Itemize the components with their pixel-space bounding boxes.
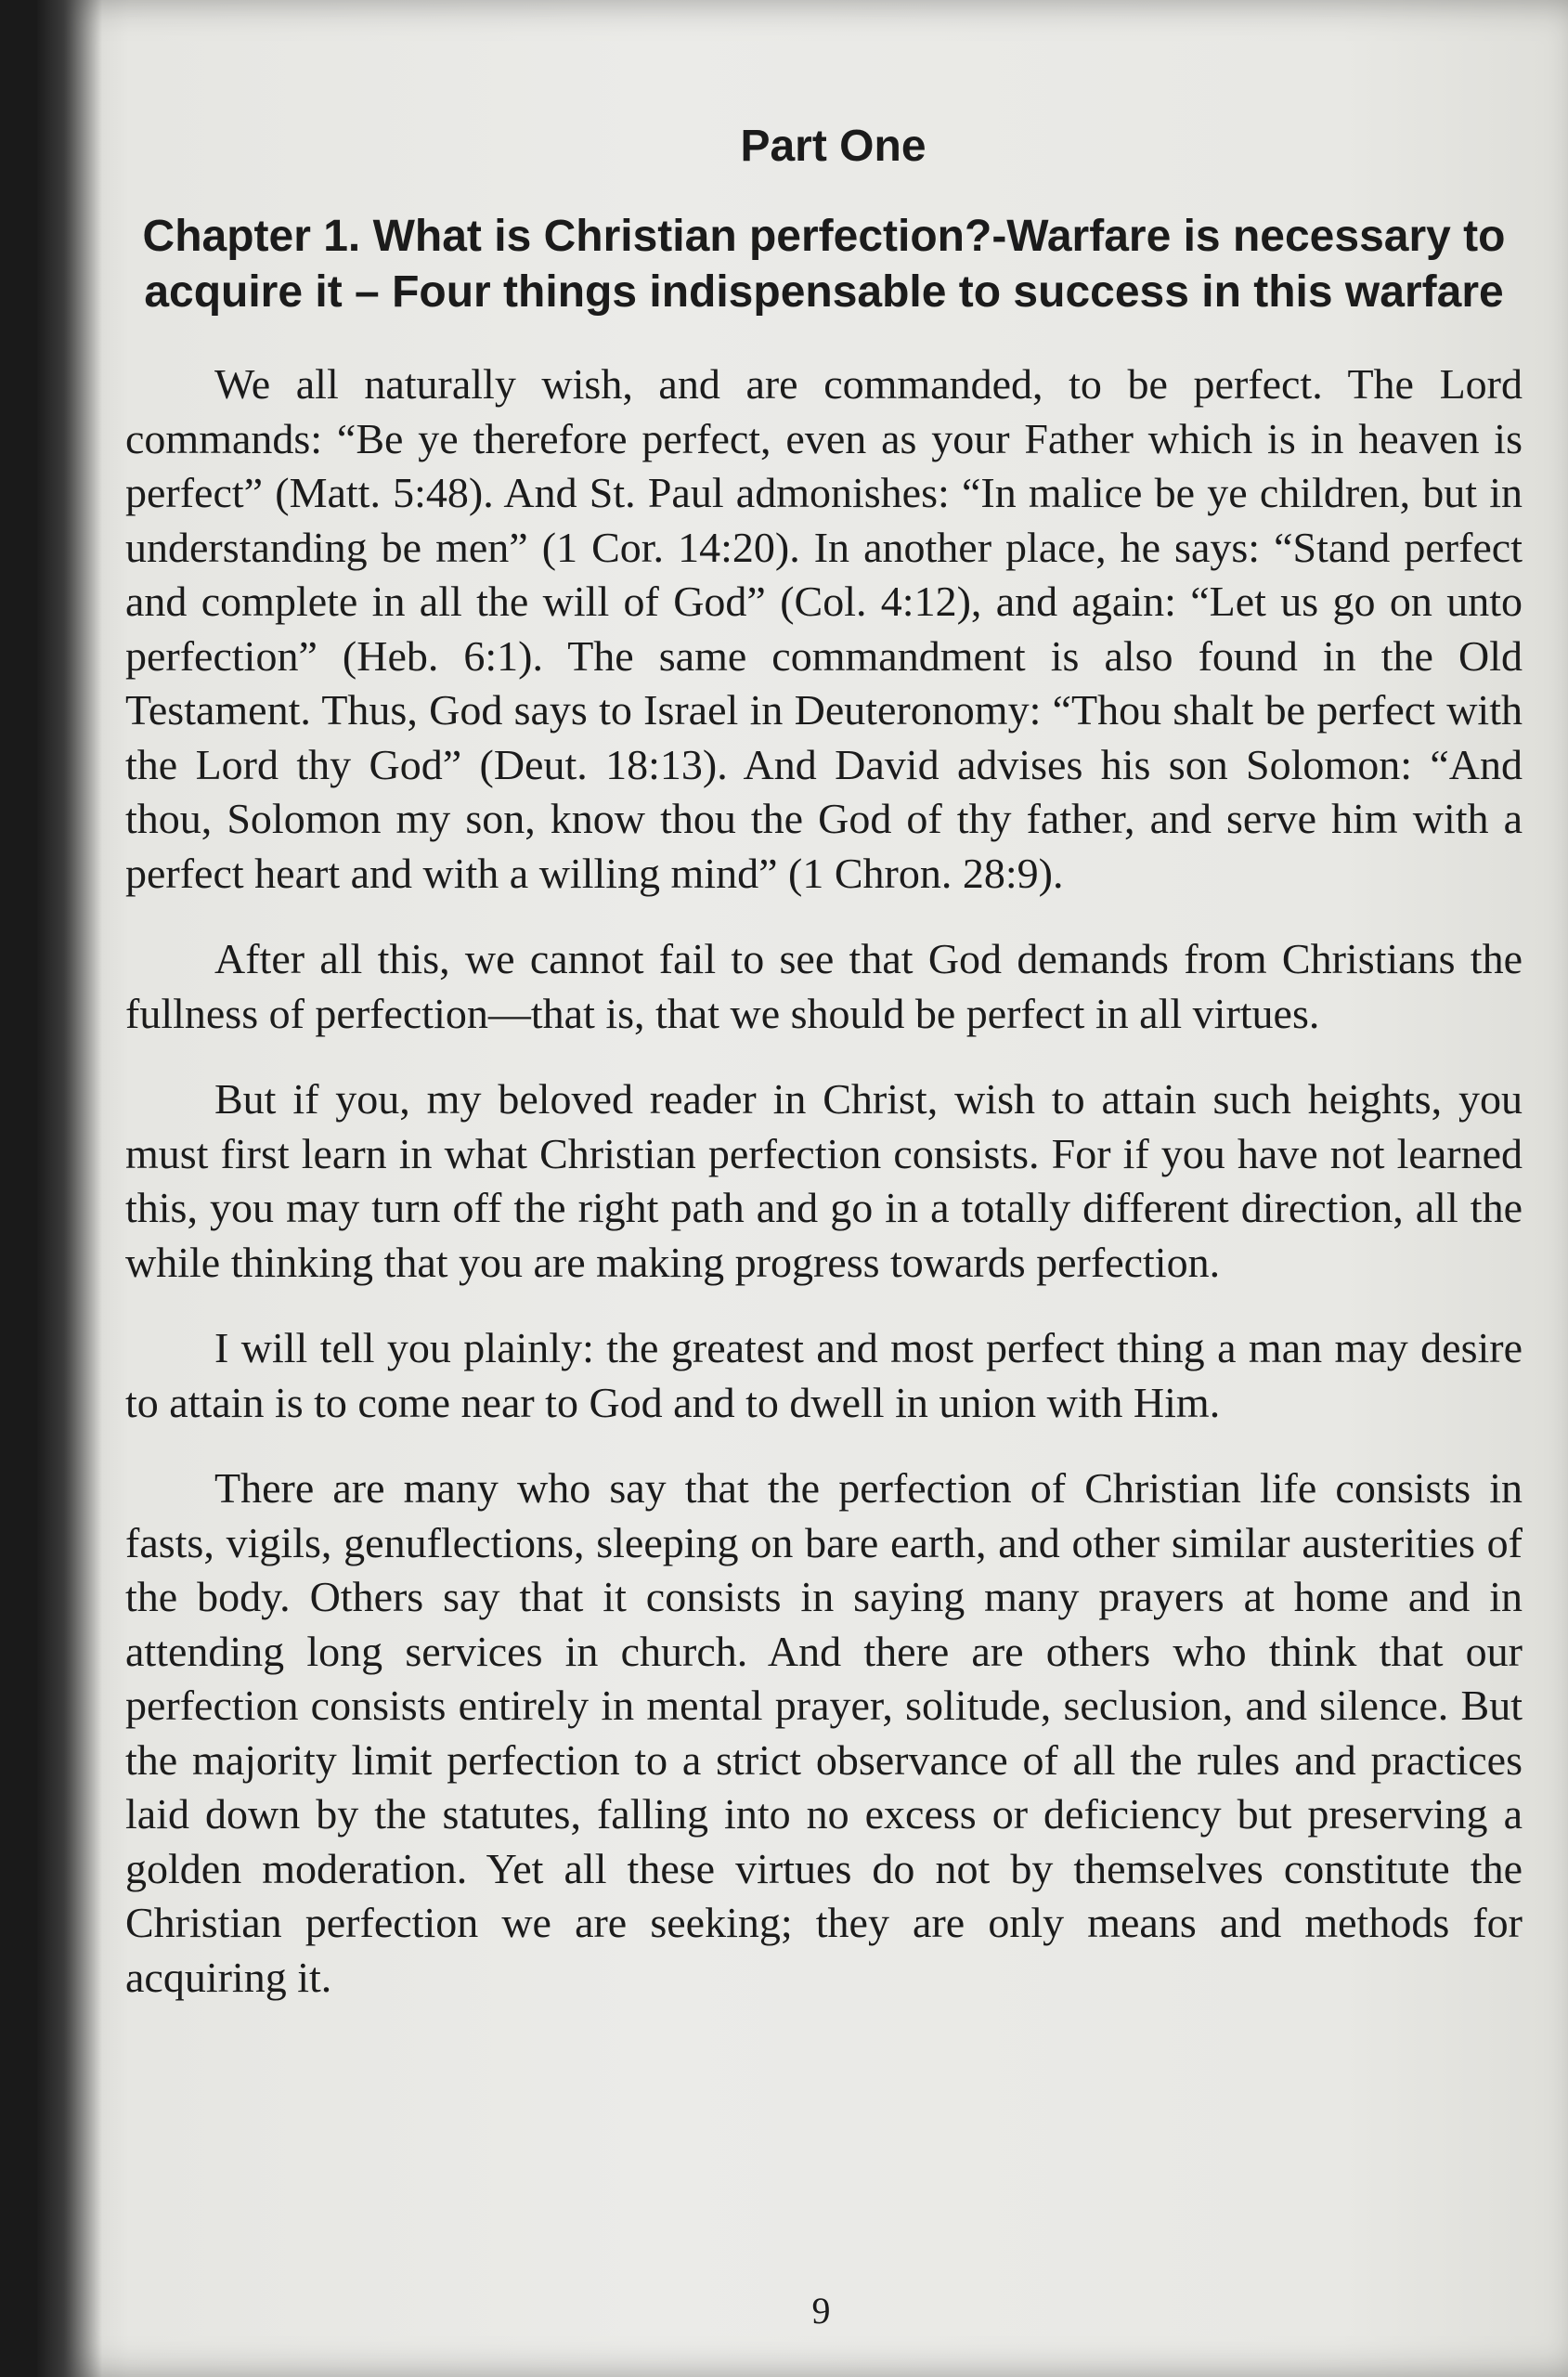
paragraph-2: After all this, we cannot fail to see that God demands from Christians the fullness of perfection—that is, that we should be perfect in all virtues.	[125, 935, 1523, 1037]
binding-shadow	[37, 0, 102, 2377]
part-title: Part One	[740, 122, 927, 171]
book-page	[37, 0, 1568, 2377]
page-number: 9	[811, 2290, 831, 2332]
paragraph-5: There are many who say that the perfection of Christian life consists in fasts, vigils, genuflections, sleeping on bare earth, and other similar austerities of the body. Others say that it consists in saying many prayers at home and in attending long services in church. And there are others who think that our perfection consists entirely in mental prayer, solitude, seclusion, and silence. But the majority limit perfection to a strict observance of all the rules and practices laid down by the statutes, falling into no excess or deficiency but preserving a golden moderation. Yet all these virtues do not by themselves constitute the Christian perfection we are seeking; they are only means and methods for acquiring it.	[125, 1464, 1523, 2001]
paragraph-1: We all naturally wish, and are commanded, to be perfect. The Lord commands: “Be ye therefore perfect, even as your Father which is in heaven is perfect” (Matt. 5:48). And St. Paul admonishes: “In malice be ye children, but in understanding be men” (1 Cor. 14:20). In another place, he says: “Stand perfect and complete in all the will of God” (Col. 4:12), and again: “Let us go on unto perfection” (Heb. 6:1). The same commandment is also found in the Old Testament. Thus, God says to Israel in Deuteronomy: “Thou shalt be perfect with the Lord thy God” (Deut. 18:13). And David advises his son Solomon: “And thou, Solomon my son, know thou the God of thy father, and serve him with a perfect heart and with a willing mind” (1 Chron. 28:9).	[125, 360, 1523, 897]
paragraph-3: But if you, my beloved reader in Christ, wish to attain such heights, you must first learn in what Christian perfection consists. For if you have not learned this, you may turn off the right path and go in a totally different direction, all the while thinking that you are making progress towards perfection.	[125, 1075, 1523, 1286]
chapter-title: Chapter 1. What is Christian perfection?-Warfare is necessary to acquire it – Four things indispensable to success in this warfare	[142, 212, 1506, 317]
page-content	[125, 121, 1523, 2036]
paragraph-4: I will tell you plainly: the greatest and most perfect thing a man may desire to attain is to come near to God and to dwell in union with Him.	[125, 1324, 1523, 1426]
